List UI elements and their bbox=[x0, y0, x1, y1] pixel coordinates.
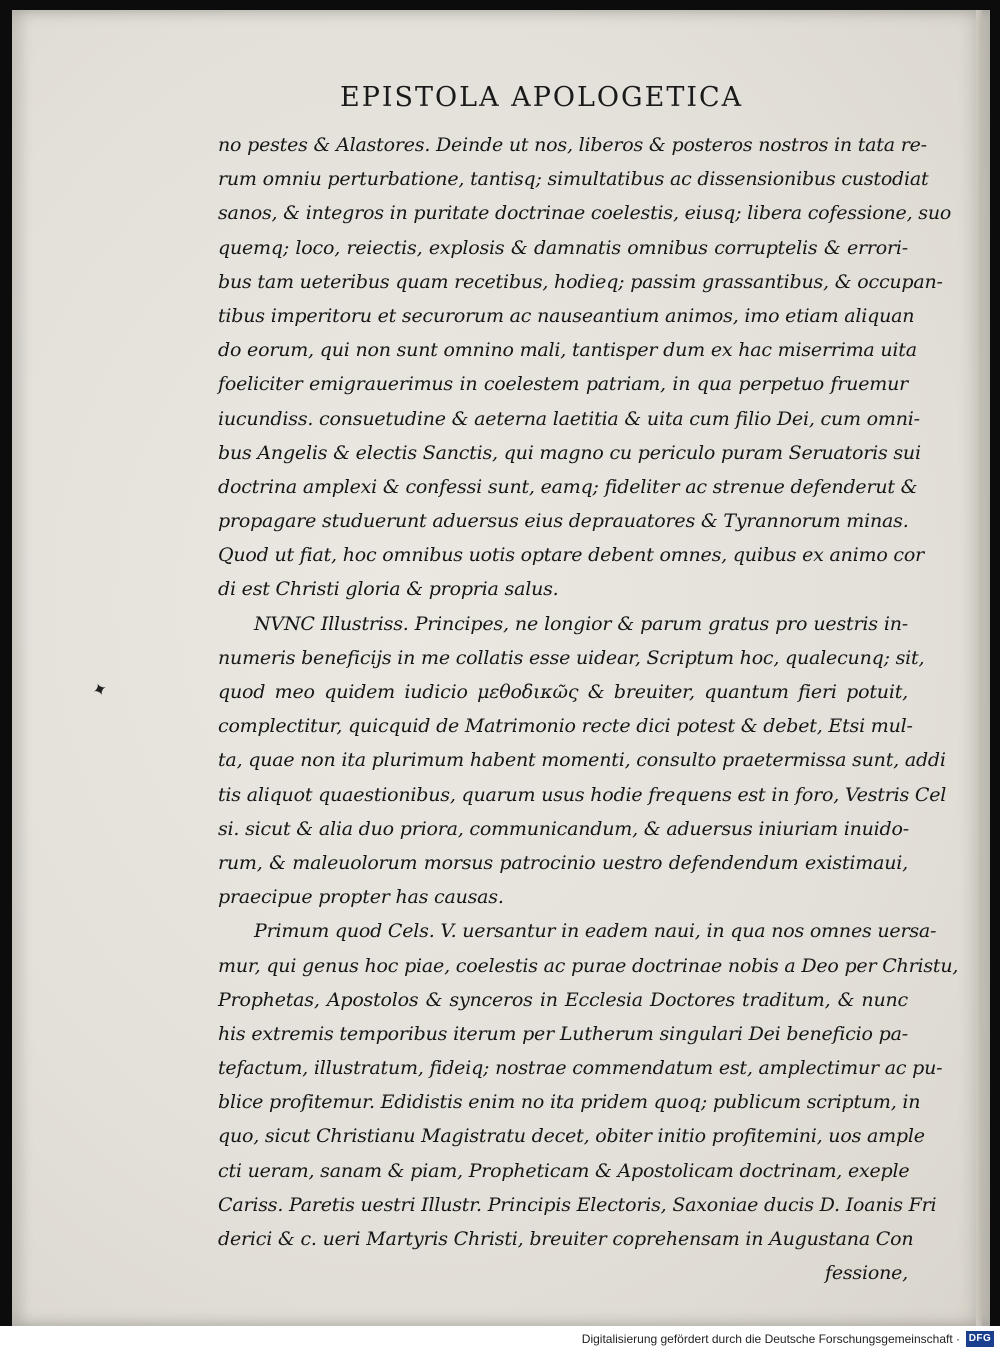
text-line: bus tam ueteribus quam recetibus, hodieq; passim grassantibus, & occupan- bbox=[218, 270, 943, 293]
text-line: cti ueram, sanam & piam, Propheticam & Apostolicam doctrinam, exeple bbox=[218, 1159, 910, 1182]
text-line: quo, sicut Christianu Magistratu decet, obiter initio profitemini, uos ample bbox=[218, 1125, 925, 1148]
text-line: rum omniu perturbatione, tantisq; simultatibus ac dissensionibus custodiat bbox=[218, 168, 929, 191]
text-line: praecipue propter has causas. bbox=[218, 886, 504, 909]
text-line: numeris beneficijs in me collatis esse uidear, Scriptum hoc, qualecunq; sit, bbox=[218, 646, 925, 669]
text-line: sanos, & integros in puritate doctrinae coelestis, eiusq; libera cofessione, suo bbox=[218, 202, 952, 225]
text-line: Primum quod Cels. V. uersantur in eadem naui, in qua nos omnes uersa- bbox=[254, 920, 937, 943]
text-line: quemq; loco, reiectis, explosis & damnatis omnibus corruptelis & errori- bbox=[218, 236, 908, 259]
text-block bbox=[218, 128, 959, 1290]
text-line: no pestes & Alastores. Deinde ut nos, liberos & posteros nostros in tata re- bbox=[218, 134, 927, 156]
text-line: complectitur, quicquid de Matrimonio recte dici potest & debet, Etsi mul- bbox=[218, 715, 913, 738]
text-line: Prophetas, Apostolos & synceros in Ecclesia Doctores traditum, & nunc bbox=[218, 988, 908, 1011]
text-line: foeliciter emigrauerimus in coelestem patriam, in qua perpetuo fruemur bbox=[218, 373, 908, 396]
text-line: rum, & maleuolorum morsus patrocinio uestro defendendum existimaui, bbox=[218, 851, 908, 874]
text-line: tis aliquot quaestionibus, quarum usus hodie frequens est in foro, Vestris Cel bbox=[218, 783, 947, 806]
text-line: bus Angelis & electis Sanctis, qui magno cu periculo puram Seruatoris sui bbox=[218, 441, 921, 464]
footer-bar bbox=[0, 1326, 1000, 1354]
text-line: Cariss. Paretis uestri Illustr. Principis Electoris, Saxoniae ducis D. Ioanis Fri bbox=[218, 1193, 937, 1216]
text-line: NVNC Illustriss. Principes, ne longior & parum gratus pro uestris in- bbox=[254, 612, 908, 635]
text-line: quod meo quidem iudicio μεθοδικῶς & breuiter, quantum fieri potuit, bbox=[218, 681, 908, 703]
text-line: do eorum, qui non sunt omnino mali, tantisper dum ex hac miserrima uita bbox=[218, 339, 917, 362]
text-line: mur, qui genus hoc piae, coelestis ac purae doctrinae nobis a Deo per Christu, bbox=[218, 954, 959, 977]
text-line: tefactum, illustratum, fideiq; nostrae commendatum est, amplectimur ac pu- bbox=[218, 1057, 943, 1080]
text-line: di est Christi gloria & propria salus. bbox=[218, 578, 559, 601]
text-line: his extremis temporibus iterum per Lutherum singulari Dei beneficio pa- bbox=[218, 1022, 908, 1045]
digitization-credit: Digitalisierung gefördert durch die Deutsche Forschungsgemeinschaft · bbox=[581, 1332, 960, 1346]
text-line: blice profitemur. Edidistis enim no ita pridem quoq; publicum scriptum, in bbox=[218, 1091, 921, 1114]
text-line: Quod ut fiat, hoc omnibus uotis optare debent omnes, quibus ex animo cor bbox=[218, 544, 924, 567]
margin-mark: ✦ bbox=[89, 677, 111, 703]
text-line: propagare studuerunt aduersus eius deprauatores & Tyrannorum minas. bbox=[218, 510, 909, 533]
page-edge bbox=[976, 10, 982, 1326]
catchword-line: fessione, bbox=[824, 1262, 908, 1285]
running-head: EPISTOLA APOLOGETICA bbox=[340, 82, 744, 113]
text-line: iucundiss. consuetudine & aeterna laetitia & uita cum filio Dei, cum omni- bbox=[218, 407, 920, 430]
dfg-logo: DFG bbox=[966, 1331, 994, 1347]
text-line: derici & c. ueri Martyris Christi, breuiter coprehensam in Augustana Con bbox=[218, 1228, 914, 1250]
text-line: doctrina amplexi & confessi sunt, eamq; fideliter ac strenue defenderut & bbox=[218, 475, 918, 498]
text-line: ta, quae non ita plurimum habent momenti, consulto praetermissa sunt, addi bbox=[218, 749, 946, 772]
text-line: tibus imperitoru et securorum ac nauseantium animos, imo etiam aliquan bbox=[218, 304, 915, 327]
text-line: si. sicut & alia duo priora, communicandum, & aduersus iniuriam inuido- bbox=[218, 817, 909, 840]
